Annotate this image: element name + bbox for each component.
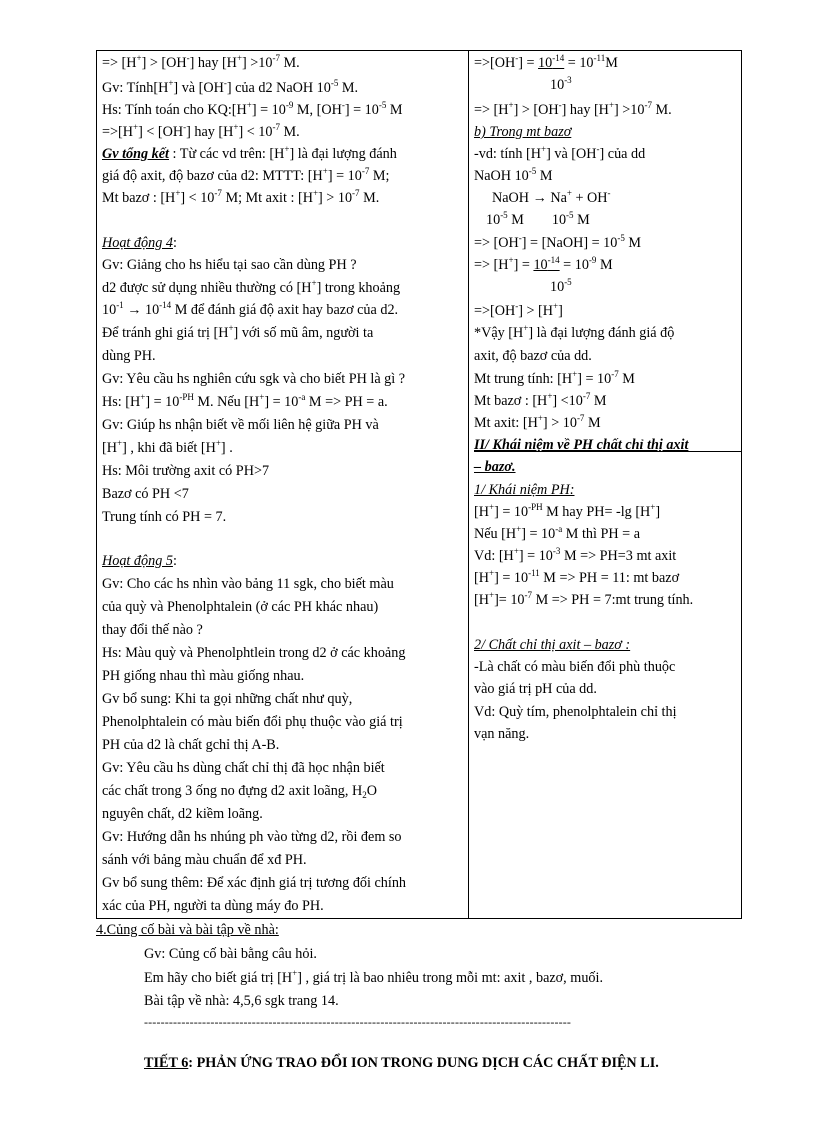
homework-line: Bài tập về nhà: 4,5,6 sgk trang 14.	[144, 993, 339, 1009]
text-line: Nếu $[H^+] = 10^{-a}$ M thì PH = a	[474, 524, 641, 542]
text-line: xác của PH, người ta dùng máy đo PH.	[102, 898, 324, 914]
text-line: Mt bazơ : $[H^+] < 10^{-7}$ M; Mt axit : $[H^+] > 10^{-7}$ M.	[102, 188, 380, 206]
consolidation-heading: 4.Củng cố bài và bài tập về nhà:	[96, 922, 279, 938]
text-line: Gv: Giảng cho hs hiểu tại sao cần dùng PH ?	[102, 257, 357, 273]
subsection-heading: 1/ Khái niệm PH:	[474, 482, 575, 498]
lesson-title: TIẾT 6: PHẢN ỨNG TRAO ĐỔI ION TRONG DUNG DỊCH CÁC CHẤT ĐIỆN LI.	[144, 1055, 659, 1071]
text-line: giá độ axit, độ bazơ của d2: MTTT: $[H^+] = 10^{-7}$ M;	[102, 166, 390, 184]
text-line: Gv tổng kết : Từ các vd trên: [H+] là đại lượng đánh	[102, 144, 397, 162]
text-line: Gv: Yêu cầu hs nghiên cứu sgk và cho biết PH là gì ?	[102, 371, 406, 387]
lesson-table	[96, 50, 742, 919]
text-line: Gv: Giúp hs nhận biết về mối liên hệ giữa PH và	[102, 417, 379, 433]
fraction-denominator: $10^{-3}$	[550, 75, 572, 93]
text-line: các chất trong 3 ống no đựng d2 axit loãng, $H_2O$	[102, 783, 377, 800]
activity-heading: Hoạt động 5:	[102, 553, 177, 569]
text-line: Mt axit: $[H^+] > 10^{-7}$ M	[474, 413, 601, 431]
text-line: => $[H^+] = 10^{-14} = 10^{-9}$ M	[474, 255, 613, 273]
section-heading: – bazơ.	[474, 459, 516, 475]
text-line: Gv bổ sung thêm: Để xác định giá trị tương đối chính	[102, 875, 407, 891]
text-line: Phenolphtalein có màu biến đổi phụ thuộc vào giá trị	[102, 714, 403, 730]
text-line: Hs: Tính toán cho KQ:[H+] = $10^{-9}$ M, $[OH^-] = 10^{-5}$ M	[102, 100, 403, 118]
arrow-icon: →	[127, 302, 142, 318]
text-line: => [OH-] = [NaOH] = $10^{-5}$ M	[474, 233, 642, 251]
text-line: =>[H+] < [OH-] hay $[H^+] < 10^{-7}$ M.	[102, 122, 300, 140]
text-line: Gv: Củng cố bài bằng câu hỏi.	[144, 946, 317, 962]
text-line: *Vậy [H+] là đại lượng đánh giá độ	[474, 323, 675, 341]
dashed-separator: -------------------------------------------------------------------------------------------------------	[144, 1015, 572, 1029]
text-line: Gv: Tính[H+] và [OH-] của d2 NaOH $10^{-5}$ M.	[102, 78, 359, 96]
text-line: -Là chất có màu biến đổi phù thuộc	[474, 659, 676, 675]
text-line: => [H+] > [OH-] hay $[H^+] >10^{-7}$ M.	[102, 53, 300, 71]
text-line: Em hãy cho biết giá trị [H+] , giá trị là bao nhiêu trong mỗi mt: axit , bazơ, muối.	[144, 968, 603, 986]
text-line: Bazơ có PH <7	[102, 486, 189, 502]
subsection-heading: 2/ Chất chỉ thị axit – bazơ :	[474, 637, 631, 653]
subsection-heading: b) Trong mt bazơ	[474, 124, 572, 140]
text-line: Hs: $[H^+] = 10^{-PH}$ M. Nếu $[H^+] = 10^{-a}$ M => PH = a.	[102, 392, 388, 410]
section-rule	[474, 451, 742, 452]
text-line: Mt bazơ : $[H^+] <10^{-7}$ M	[474, 391, 607, 409]
text-line: sánh với bảng màu chuẩn để xđ PH.	[102, 852, 307, 868]
text-line: Hs: Môi trường axit có PH>7	[102, 463, 270, 479]
arrow-icon: →	[532, 190, 547, 206]
text-line: =>[OH-] > [H+]	[474, 301, 563, 319]
text-line: vạn năng.	[474, 726, 530, 742]
column-divider	[468, 51, 469, 918]
text-line: NaOH $10^{-5}$ M	[474, 166, 553, 184]
activity-heading: Hoạt động 4:	[102, 235, 177, 251]
text-line: PH của d2 là chất gchỉ thị A-B.	[102, 737, 280, 753]
text-line: $10^{-5}$ M $10^{-5}$ M	[486, 210, 590, 228]
text-line: nguyên chất, d2 kiềm loãng.	[102, 806, 263, 822]
text-line: vào giá trị pH của dd.	[474, 681, 597, 697]
text-line: Mt trung tính: $[H^+] = 10^{-7}$ M	[474, 369, 635, 387]
text-line: d2 được sử dụng nhiều thường có [H+] trong khoảng	[102, 278, 401, 296]
text-line: thay đổi thế nào ?	[102, 622, 203, 638]
text-line: Gv: Hướng dẫn hs nhúng ph vào từng d2, rồi đem so	[102, 829, 402, 845]
text-line: $[H^+]= 10^{-7}$ M => PH = 7:mt trung tính.	[474, 590, 694, 608]
text-line: $10^{-1} \to 10^{-14}$ M để đánh giá độ axit hay bazơ của d2.	[102, 300, 399, 318]
text-line: Vd: $[H^+] = 10^{-3}$ M => PH=3 mt axit	[474, 546, 677, 564]
text-line: Hs: Màu quỳ và Phenolphtlein trong d2 ở các khoảng	[102, 645, 406, 661]
text-line: $[H^+] = 10^{-11}$ M => PH = 11: mt bazơ	[474, 568, 680, 586]
text-line: [H+] , khi đã biết [H+] .	[102, 438, 233, 456]
text-line: Để tránh ghi giá trị [H+] với số mũ âm, người ta	[102, 323, 374, 341]
text-line: axit, độ bazơ của dd.	[474, 348, 592, 364]
text-line: Vd: Quỳ tím, phenolphtalein chỉ thị	[474, 704, 677, 720]
text-line: => [H+] > [OH-] hay $[H^+] >10^{-7}$ M.	[474, 100, 672, 118]
text-line: $=>[OH^-] = 10^{-14} = 10^{-11}M$	[474, 53, 618, 71]
text-line: PH giống nhau thì màu giống nhau.	[102, 668, 305, 684]
text-line: -vd: tính [H+] và [OH-] của dd	[474, 144, 646, 162]
text-line: Trung tính có PH = 7.	[102, 509, 227, 525]
fraction-denominator: $10^{-5}$	[550, 277, 572, 295]
text-line: Gv: Yêu cầu hs dùng chất chỉ thị đã học nhận biết	[102, 760, 385, 776]
text-line: Gv: Cho các hs nhìn vào bảng 11 sgk, cho biết màu	[102, 576, 394, 592]
section-heading: II/ Khái niệm về PH chất chỉ thị axit	[474, 437, 689, 453]
text-line: dùng PH.	[102, 348, 156, 364]
text-line: của quỳ và Phenolphtalein (ở các PH khác nhau)	[102, 599, 379, 615]
equation-line: NaOH → Na+ + OH-	[492, 188, 611, 206]
text-line: Gv bổ sung: Khi ta gọi những chất như quỳ,	[102, 691, 353, 707]
text-line: $[H^+] = 10^{-PH}$ M hay PH= -lg [H+]	[474, 502, 661, 520]
